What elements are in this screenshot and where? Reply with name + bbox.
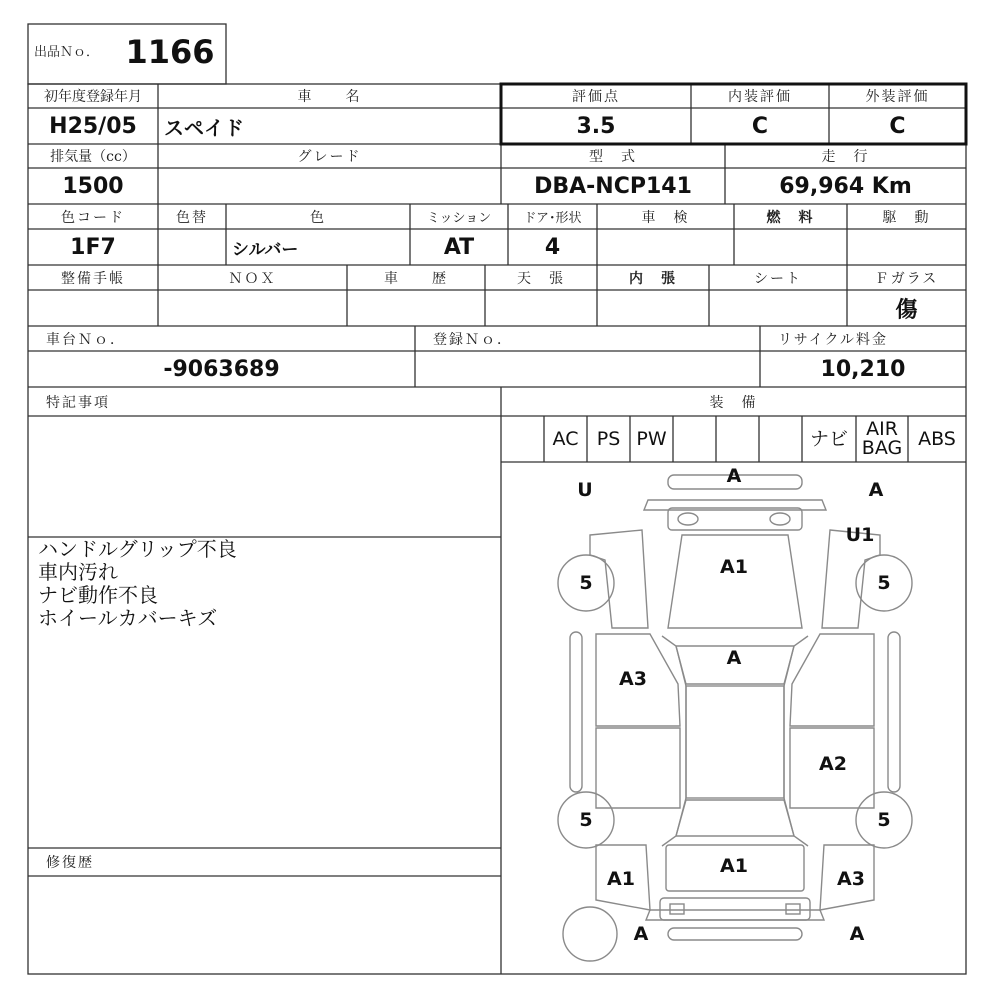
score-label: 評価点 xyxy=(572,89,620,105)
tire-tread-front-left: 5 xyxy=(579,572,593,594)
damage-mark-right-rear-quarter: A3 xyxy=(837,868,865,890)
equipment-item-pw: PW xyxy=(636,427,667,450)
grade-label: グレード xyxy=(297,149,362,165)
equipment-item xyxy=(673,416,716,462)
equipment-item-airbag: AIR BAG xyxy=(861,418,903,459)
equipment-item xyxy=(759,416,802,462)
damage-mark-rear-left-corner: A xyxy=(633,923,649,945)
registration-number-value xyxy=(415,351,760,387)
score-value: 3.5 xyxy=(576,113,616,139)
repair-history-label: 修復歴 xyxy=(46,855,94,871)
equipment-item-ac: AC xyxy=(552,427,579,450)
fuel-value xyxy=(734,229,847,265)
car-diagram xyxy=(501,462,966,974)
model-code-label: 型 式 xyxy=(589,149,637,165)
displacement-label: 排気量（cc） xyxy=(50,149,136,165)
ceiling-label: 天 張 xyxy=(517,270,565,287)
equipment-item xyxy=(501,416,544,462)
equipment-item-abs: ABS xyxy=(918,427,956,450)
interior-grade-label: 内装評価 xyxy=(728,89,792,105)
special-notes-label: 特記事項 xyxy=(46,394,110,411)
maintenance-record-label: 整備手帳 xyxy=(61,270,125,287)
special-note: ホイールカバーキズ xyxy=(38,606,218,630)
lot-number-label: 出品Ｎｏ． xyxy=(34,44,100,60)
damage-mark-left-rear-quarter: A1 xyxy=(607,868,635,890)
mileage-value: 69,964 Km xyxy=(779,173,912,199)
front-glass-value: 傷 xyxy=(895,296,918,323)
drive-label: 駆 動 xyxy=(882,209,931,226)
transmission-label: ミッション xyxy=(426,211,492,226)
damage-mark-front-left-corner: U xyxy=(577,479,593,501)
lot-number: 1166 xyxy=(125,33,215,71)
door-shape-label: ドア･形状 xyxy=(523,211,582,226)
registration-number-label: 登録Ｎｏ． xyxy=(433,331,513,348)
damage-mark-left-front-door: A3 xyxy=(619,668,647,690)
interior-grade-value: C xyxy=(751,113,769,139)
color-value: シルバー xyxy=(232,239,299,260)
damage-mark-right-rear-door: A2 xyxy=(819,753,847,775)
tire-tread-front-right: 5 xyxy=(877,572,891,594)
interior-trim-label: 内 張 xyxy=(629,270,677,287)
seat-value xyxy=(709,290,847,326)
equipment-item xyxy=(716,416,759,462)
damage-mark-rear-right-corner: A xyxy=(849,923,865,945)
displacement-value: 1500 xyxy=(62,173,124,199)
tire-tread-rear-left: 5 xyxy=(579,809,593,831)
fuel-label: 燃 料 xyxy=(766,209,815,226)
exterior-grade-value: C xyxy=(889,113,906,139)
model-code-value: DBA-NCP141 xyxy=(534,173,692,199)
equipment-item-ps: PS xyxy=(596,427,621,450)
tire-tread-rear-right: 5 xyxy=(877,809,891,831)
interior-trim-value xyxy=(597,290,709,326)
mileage-label: 走 行 xyxy=(821,149,870,165)
special-note: ナビ動作不良 xyxy=(38,583,158,607)
door-shape-value: 4 xyxy=(544,234,561,260)
special-note: ハンドルグリップ不良 xyxy=(38,537,237,561)
damage-mark-windshield: A xyxy=(726,647,742,669)
recycle-fee-label: リサイクル料金 xyxy=(778,331,889,348)
damage-mark-hood: A1 xyxy=(720,556,748,578)
equipment-item-navi: ナビ xyxy=(809,427,848,450)
exterior-grade-label: 外装評価 xyxy=(865,89,930,105)
first-registration-label: 初年度登録年月 xyxy=(44,89,142,105)
color-code-value: 1F7 xyxy=(70,234,116,260)
front-glass-label: Ｆガラス xyxy=(874,270,939,287)
damage-mark-front-bumper: A xyxy=(726,465,742,487)
car-name-label: 車 名 xyxy=(297,89,362,105)
vehicle-history-label: 車 歴 xyxy=(384,270,448,287)
inspection-label: 車 検 xyxy=(641,209,690,226)
chassis-number-label: 車台Ｎｏ． xyxy=(46,331,126,348)
repair-history-value xyxy=(28,876,501,974)
first-registration-value: H25/05 xyxy=(49,113,137,139)
inspection-value xyxy=(597,229,734,265)
equipment-label: 装 備 xyxy=(709,394,758,411)
transmission-value: AT xyxy=(443,234,475,260)
color-code-label: 色コード xyxy=(61,209,125,226)
damage-mark-front-right-corner: A xyxy=(868,479,884,501)
drive-value xyxy=(847,229,966,265)
special-notes-list xyxy=(38,538,488,638)
chassis-number-value: -9063689 xyxy=(163,356,280,382)
special-note: 車内汚れ xyxy=(38,560,118,584)
car-name-value: スペイド xyxy=(164,115,244,140)
damage-mark-right-front-fender: U1 xyxy=(845,524,875,546)
recycle-fee-value: 10,210 xyxy=(820,356,906,382)
seat-label: シート xyxy=(754,270,802,287)
recolor-label: 色替 xyxy=(176,209,208,226)
nox-value xyxy=(158,290,347,326)
grade-value xyxy=(158,168,501,204)
color-label: 色 xyxy=(310,209,326,226)
damage-mark-trunk: A1 xyxy=(720,855,748,877)
vehicle-history-value xyxy=(347,290,485,326)
maintenance-record-value xyxy=(28,290,158,326)
recolor-value xyxy=(158,229,226,265)
nox-label: ＮＯＸ xyxy=(228,270,277,287)
ceiling-value xyxy=(485,290,597,326)
